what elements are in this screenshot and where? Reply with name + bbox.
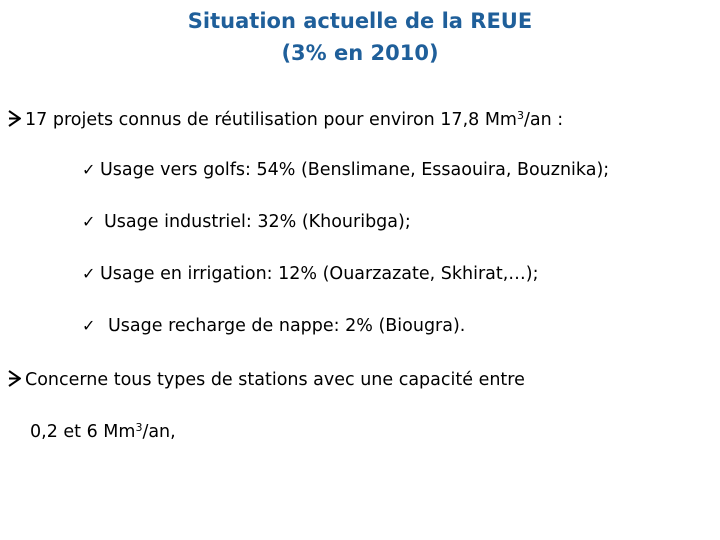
checkmark-icon: ✓: [82, 264, 96, 283]
sub-bullet-text: Usage en irrigation: 12% (Ouarzazate, Skhirat,…);: [100, 264, 539, 284]
bullet-text: 17 projets connus de réutilisation pour environ 17,8 Mm: [25, 110, 517, 130]
sub-bullet-irrigation: [82, 266, 539, 284]
bullet-suffix: /an,: [142, 422, 176, 442]
superscript: 3: [516, 109, 524, 122]
sub-bullet-text: Usage industriel: 32% (Khouribga);: [104, 212, 411, 232]
sub-bullet-recharge: [82, 318, 465, 336]
checkmark-icon: ✓: [82, 316, 96, 335]
bullet-text: Concerne tous types de stations avec une capacité entre: [25, 370, 525, 390]
checkmark-icon: ✓: [82, 160, 96, 179]
sub-bullet-text: Usage recharge de nappe: 2% (Biougra).: [108, 316, 466, 336]
sub-bullet-industriel: [82, 214, 411, 232]
sub-bullet-golfs: [82, 162, 609, 180]
arrow-bullet-icon: [8, 370, 21, 387]
superscript: 3: [135, 421, 143, 434]
bullet-text: 0,2 et 6 Mm: [30, 422, 136, 442]
bullet-suffix: /an :: [523, 110, 564, 130]
slide-title: Situation actuelle de la REUE: [187, 9, 533, 33]
bullet-item-projects: [8, 110, 563, 130]
bullet-item-stations: [8, 370, 525, 390]
bullet-continuation: [30, 421, 176, 442]
arrow-bullet-icon: [8, 110, 21, 127]
checkmark-icon: ✓: [82, 212, 96, 231]
slide-subtitle: (3% en 2010): [281, 41, 439, 65]
sub-bullet-text: Usage vers golfs: 54% (Benslimane, Essaouira, Bouznika);: [100, 160, 610, 180]
